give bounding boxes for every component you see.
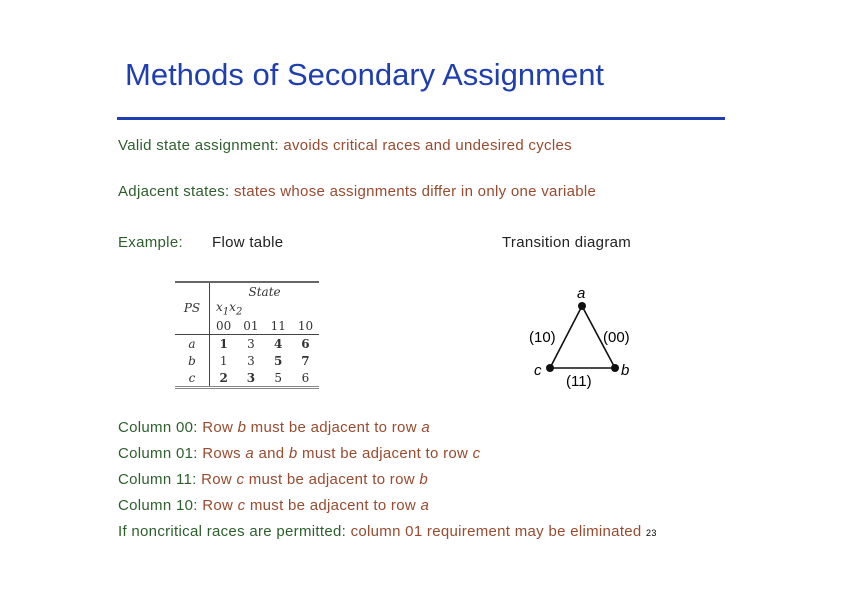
node-b-label: b [621, 362, 630, 379]
requirement-label: Column 10: [118, 497, 198, 514]
requirement-line [118, 419, 430, 436]
ps-cell: c [175, 369, 210, 388]
table-row [175, 369, 319, 388]
requirement-text: must be adjacent to row [297, 445, 473, 462]
definition-adjacent [118, 183, 596, 200]
node-b [611, 364, 619, 372]
state-cell: 4 [265, 335, 292, 353]
edge-ac-label: (10) [529, 329, 556, 346]
edge-ab-label: (00) [603, 329, 630, 346]
requirement-text: must be adjacent to row [245, 497, 421, 514]
diagram-label: Transition diagram [502, 234, 632, 251]
example-label: Example: [118, 234, 183, 251]
table-row [175, 352, 319, 369]
requirement-line [118, 497, 429, 514]
requirement-text: b [237, 419, 247, 436]
state-cell: 6 [301, 370, 310, 385]
requirement-text: and [254, 445, 289, 462]
requirement-text: Row [202, 497, 238, 514]
state-cell: 3 [237, 335, 264, 353]
node-a-label: a [577, 285, 586, 302]
state-cell: 3 [246, 370, 256, 385]
column-header: 00 [216, 318, 232, 333]
table-row [175, 335, 319, 353]
definition-label: Valid state assignment: [118, 137, 279, 154]
title-underline [117, 117, 725, 120]
requirement-text: a [421, 419, 430, 436]
column-header: 10 [297, 318, 314, 333]
input-header: $x_1x_2$ [216, 300, 243, 318]
transition-diagram [520, 282, 650, 392]
ps-cell: a [175, 335, 210, 353]
requirement-line [118, 445, 480, 462]
requirement-text: b [419, 471, 428, 488]
node-c [546, 364, 554, 372]
definition-label: Adjacent states: [118, 183, 230, 200]
column-header: 11 [270, 318, 286, 333]
requirement-text: Row [202, 419, 238, 436]
state-cell: 7 [301, 353, 310, 368]
note-label: If noncritical races are permitted: [118, 523, 347, 540]
requirement-line [118, 471, 428, 488]
definition-text: avoids critical races and undesired cycles [283, 137, 572, 154]
note-line [118, 523, 657, 540]
slide-title: Methods of Secondary Assignment [125, 57, 605, 92]
state-cell: 6 [292, 335, 319, 353]
requirement-text: must be adjacent to row [244, 471, 420, 488]
state-cell: 2 [219, 370, 228, 385]
note-text: column 01 requirement may be eliminated [350, 523, 642, 540]
requirement-text: a [245, 445, 255, 462]
requirement-text: Row [201, 471, 237, 488]
definition-valid [118, 137, 572, 154]
node-c-label: c [534, 362, 542, 379]
requirement-label: Column 11: [118, 471, 197, 488]
requirement-text: c [472, 445, 481, 462]
requirement-text: Rows [202, 445, 246, 462]
state-cell: 3 [247, 353, 255, 368]
definition-text: states whose assignments differ in only one variable [234, 183, 597, 200]
state-cell: 5 [274, 353, 283, 368]
requirement-text: a [420, 497, 430, 514]
requirement-label: Column 01: [118, 445, 198, 462]
page-number: 23 [646, 528, 657, 538]
requirement-label: Column 00: [118, 419, 198, 436]
requirement-text: b [288, 445, 298, 462]
flow-table [175, 281, 319, 389]
state-cell: 5 [274, 370, 283, 385]
state-header: State [248, 284, 281, 299]
ps-header: PS [175, 282, 210, 335]
column-header: 01 [243, 318, 259, 333]
ps-cell: b [175, 352, 210, 369]
state-cell: 1 [219, 353, 228, 368]
requirement-text: c [237, 497, 246, 514]
requirement-text: c [236, 471, 245, 488]
state-cell: 1 [210, 335, 238, 353]
flow-table-label: Flow table [212, 234, 284, 251]
requirement-text: must be adjacent to row [246, 419, 422, 436]
node-a [578, 302, 586, 310]
edge-cb-label: (11) [566, 373, 592, 390]
